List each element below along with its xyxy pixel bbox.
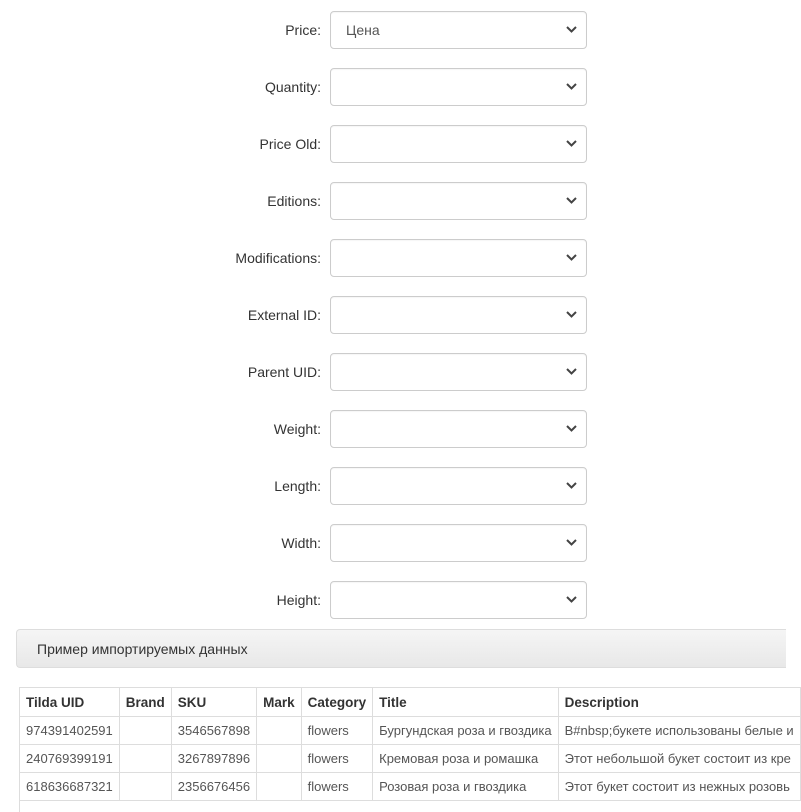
weight-select[interactable] (330, 410, 587, 448)
width-select[interactable] (330, 524, 587, 562)
field-label: Price Old: (259, 136, 321, 152)
chevron-down-icon (565, 23, 578, 36)
preview-table-container (19, 687, 794, 812)
chevron-down-icon (565, 137, 578, 150)
column-header: Category (301, 688, 373, 717)
table-cell: В#nbsp;букете использованы белые и (558, 717, 800, 745)
preview-panel-heading (16, 629, 786, 668)
table-cell: 2356676456 (171, 773, 256, 801)
chevron-down-icon (565, 251, 578, 264)
table-cell (257, 773, 302, 801)
height-select[interactable] (330, 581, 587, 619)
table-cell: Этот небольшой букет состоит из кре (558, 745, 800, 773)
column-header: Title (373, 688, 559, 717)
table-cell: 618636687321 (20, 773, 120, 801)
chevron-down-icon (565, 80, 578, 93)
field-label: Height: (276, 592, 321, 608)
table-cell (257, 717, 302, 745)
field-label: Length: (274, 478, 321, 494)
field-label: External ID: (247, 307, 321, 323)
column-header: SKU (171, 688, 256, 717)
table-header-row (20, 688, 801, 717)
chevron-down-icon (565, 365, 578, 378)
table-row (20, 773, 801, 801)
column-header: Description (558, 688, 800, 717)
field-label: Modifications: (235, 250, 321, 266)
price-old-select[interactable] (330, 125, 587, 163)
field-row-width (0, 524, 767, 562)
table-cell: Кремовая роза и ромашка (373, 745, 559, 773)
field-label: Parent UID: (247, 364, 321, 380)
select-value: Цена (346, 22, 380, 38)
chevron-down-icon (565, 479, 578, 492)
chevron-down-icon (565, 308, 578, 321)
field-label: Quantity: (264, 79, 321, 95)
field-row-price-old (0, 125, 767, 163)
chevron-down-icon (565, 593, 578, 606)
column-header: Brand (119, 688, 171, 717)
table-cell (119, 717, 171, 745)
table-cell: Этот букет состоит из нежных розовь (558, 773, 800, 801)
table-cell (119, 773, 171, 801)
field-row-quantity (0, 68, 767, 106)
chevron-down-icon (565, 536, 578, 549)
field-row-price (0, 11, 767, 49)
table-cell: 974391402591 (20, 717, 120, 745)
field-label: Price: (285, 22, 321, 38)
table-row (20, 745, 801, 773)
quantity-select[interactable] (330, 68, 587, 106)
length-select[interactable] (330, 467, 587, 505)
field-row-modifications (0, 239, 767, 277)
field-label: Weight: (273, 421, 321, 437)
table-cell: 3267897896 (171, 745, 256, 773)
table-cell: Розовая роза и гвоздика (373, 773, 559, 801)
preview-panel-title: Пример импортируемых данных (37, 641, 248, 657)
price-select[interactable] (330, 11, 587, 49)
table-row (20, 717, 801, 745)
table-cell (257, 745, 302, 773)
table-cell: flowers (301, 745, 373, 773)
field-row-height (0, 581, 767, 619)
parent-uid-select[interactable] (330, 353, 587, 391)
field-row-length (0, 467, 767, 505)
column-header: Mark (257, 688, 302, 717)
modifications-select[interactable] (330, 239, 587, 277)
field-row-weight (0, 410, 767, 448)
table-cell: 3546567898 (171, 717, 256, 745)
field-row-external-id (0, 296, 767, 334)
chevron-down-icon (565, 194, 578, 207)
chevron-down-icon (565, 422, 578, 435)
table-bottom-edge (19, 800, 780, 812)
field-row-parent-uid (0, 353, 767, 391)
field-label: Editions: (267, 193, 321, 209)
external-id-select[interactable] (330, 296, 587, 334)
column-header: Tilda UID (20, 688, 120, 717)
preview-table (19, 687, 801, 801)
table-cell: flowers (301, 773, 373, 801)
field-row-editions (0, 182, 767, 220)
table-cell (119, 745, 171, 773)
table-cell: Бургундская роза и гвоздика (373, 717, 559, 745)
table-cell: flowers (301, 717, 373, 745)
editions-select[interactable] (330, 182, 587, 220)
table-cell: 240769399191 (20, 745, 120, 773)
field-label: Width: (281, 535, 321, 551)
